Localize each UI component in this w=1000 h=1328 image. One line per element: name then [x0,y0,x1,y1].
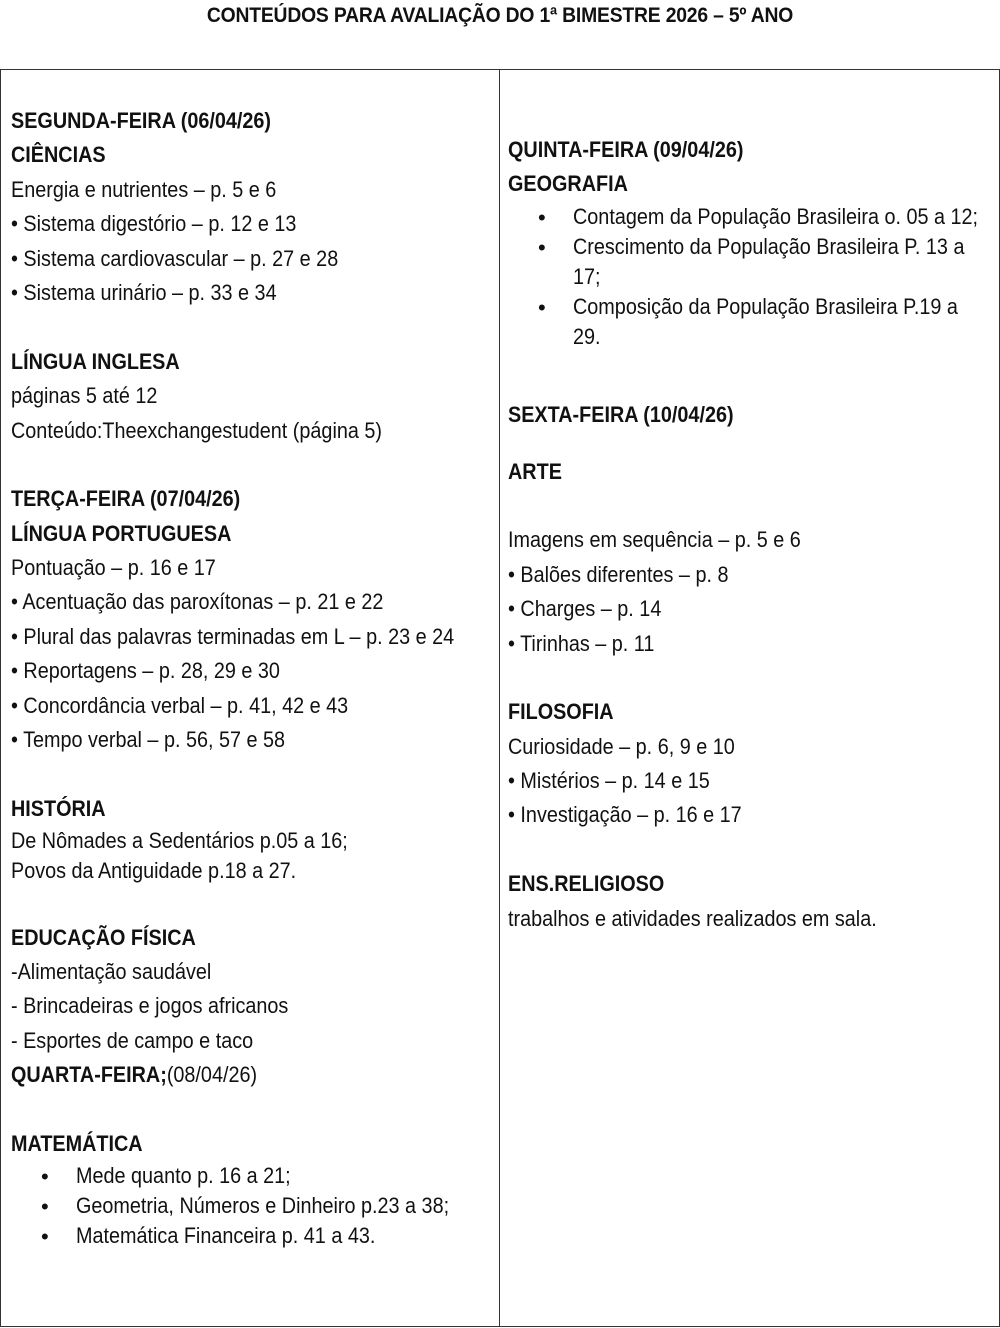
content-line: páginas 5 até 12 [11,383,158,409]
content-line: Imagens em sequência – p. 5 e 6 [508,527,801,553]
content-line: • Acentuação das paroxítonas – p. 21 e 22 [11,589,384,615]
content-line: Povos da Antiguidade p.18 a 27. [11,858,297,884]
content-line: • Concordância verbal – p. 41, 42 e 43 [11,692,349,718]
subject-heading-filosofia: FILOSOFIA [508,699,614,725]
content-line: • Tirinhas – p. 11 [508,630,655,656]
subject-heading-edfisica: EDUCAÇÃO FÍSICA [11,924,196,950]
content-line: Curiosidade – p. 6, 9 e 10 [508,733,735,759]
day-heading-tuesday: TERÇA-FEIRA (07/04/26) [11,486,241,512]
day-heading-wednesday: QUARTA-FEIRA;(08/04/26) [11,1062,258,1088]
subject-heading-ingles: LÍNGUA INGLESA [11,348,180,374]
content-line: • Investigação – p. 16 e 17 [508,802,742,828]
document-title: CONTEÚDOS PARA AVALIAÇÃO DO 1ª BIMESTRE 2026 – 5º ANO [206,4,794,27]
matematica-list [11,1161,491,1251]
content-line: -Alimentação saudável [11,958,212,984]
subject-heading-religioso: ENS.RELIGIOSO [508,871,665,897]
content-line: • Plural das palavras terminadas em L – p. 23 e 24 [11,623,455,649]
content-line: - Brincadeiras e jogos africanos [11,993,289,1019]
list-item: • Crescimento da População Brasileira P. 13 a 17; [508,232,1000,292]
content-line: • Tempo verbal – p. 56, 57 e 58 [11,727,286,753]
day-heading-friday: SEXTA-FEIRA (10/04/26) [508,402,734,428]
schedule-table [0,69,1000,1327]
day-heading-monday: SEGUNDA-FEIRA (06/04/26) [11,108,272,133]
list-item: • Composição da População Brasileira P.19 a 29. [508,292,1000,352]
content-line: • Sistema cardiovascular – p. 27 e 28 [11,245,339,271]
content-line: Energia e nutrientes – p. 5 e 6 [11,176,277,202]
content-line: De Nômades a Sedentários p.05 a 16; [11,828,348,854]
list-item: • Geometria, Números e Dinheiro p.23 a 38; [11,1191,491,1221]
content-line: • Sistema digestório – p. 12 e 13 [11,211,297,237]
content-line: • Charges – p. 14 [508,596,662,622]
subject-heading-historia: HISTÓRIA [11,795,106,821]
content-line: Pontuação – p. 16 e 17 [11,555,216,581]
left-column [11,104,491,1251]
subject-heading-arte: ARTE [508,458,562,484]
subject-heading-geografia: GEOGRAFIA [508,171,628,197]
geografia-list [508,202,983,352]
day-heading-thursday: QUINTA-FEIRA (09/04/26) [508,137,744,162]
content-line: • Reportagens – p. 28, 29 e 30 [11,658,280,684]
content-line: trabalhos e atividades realizados em sala. [508,905,877,931]
content-line: - Esportes de campo e taco [11,1027,254,1053]
subject-heading-ciencias: CIÊNCIAS [11,142,106,168]
column-divider [499,70,500,1326]
list-item: • Mede quanto p. 16 a 21; [11,1161,491,1191]
content-line: • Sistema urinário – p. 33 e 34 [11,279,277,305]
subject-heading-portugues: LÍNGUA PORTUGUESA [11,520,232,546]
content-line: • Mistérios – p. 14 e 15 [508,768,710,794]
list-item: • Contagem da População Brasileira o. 05 a 12; [508,202,983,232]
list-item: • Matemática Financeira p. 41 a 43. [11,1221,491,1251]
right-column [508,133,983,936]
subject-heading-matematica: MATEMÁTICA [11,1130,143,1156]
content-line: Conteúdo:Theexchangestudent (página 5) [11,417,382,443]
content-line: • Balões diferentes – p. 8 [508,561,729,587]
